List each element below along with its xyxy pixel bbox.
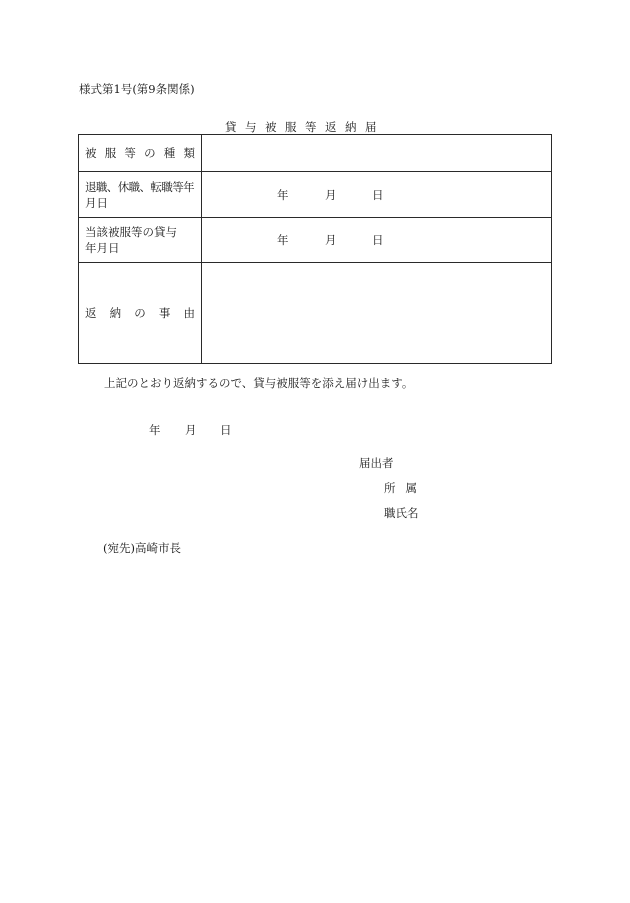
retirement-date-label-line1: 退職、休職、転職等年 [85, 179, 194, 194]
loan-month-unit: 月 [325, 233, 337, 247]
retirement-year-unit: 年 [277, 187, 289, 202]
loan-date-label-line2: 年月日 [85, 241, 120, 255]
loan-date-value-cell[interactable] [202, 218, 552, 263]
submission-year-unit: 年 [149, 423, 161, 437]
submission-month-unit: 月 [185, 423, 197, 437]
loan-day-unit: 日 [372, 233, 384, 247]
retirement-day-unit: 日 [372, 187, 384, 202]
affiliation-label: 所属 [384, 481, 427, 495]
retirement-date-label-cell [79, 172, 202, 218]
retirement-month-unit: 月 [325, 187, 337, 202]
clothing-type-label: 被 服 等 の 種 類 [85, 146, 195, 160]
return-reason-label-cell [79, 263, 202, 364]
table-row-loan-date [79, 218, 552, 263]
form-number: 様式第1号(第9条関係) [79, 82, 195, 96]
form-title: 貸与被服等返納届 [225, 120, 385, 134]
clothing-type-label-cell [79, 135, 202, 172]
return-reason-label: 返 納 の 事 由 [85, 306, 195, 320]
return-reason-value-cell[interactable] [202, 263, 552, 364]
return-form-table [78, 134, 552, 364]
loan-year-unit: 年 [277, 233, 289, 247]
statement-text: 上記のとおり返納するので、貸与被服等を添え届け出ます。 [104, 376, 414, 390]
retirement-date-label-line2: 月日 [85, 195, 108, 210]
loan-date-label-line1: 当該被服等の貸与 [85, 225, 177, 239]
submitter-heading: 届出者 [359, 456, 394, 470]
table-row-clothing-type [79, 135, 552, 172]
table-row-retirement-date [79, 172, 552, 218]
submission-day-unit: 日 [220, 423, 232, 437]
loan-date-label-cell [79, 218, 202, 263]
table-row-return-reason [79, 263, 552, 364]
title-name-label: 職氏名 [384, 506, 419, 520]
retirement-date-value-cell[interactable] [202, 172, 552, 218]
addressee: (宛先)高崎市長 [103, 541, 181, 555]
clothing-type-value-cell[interactable] [202, 135, 552, 172]
